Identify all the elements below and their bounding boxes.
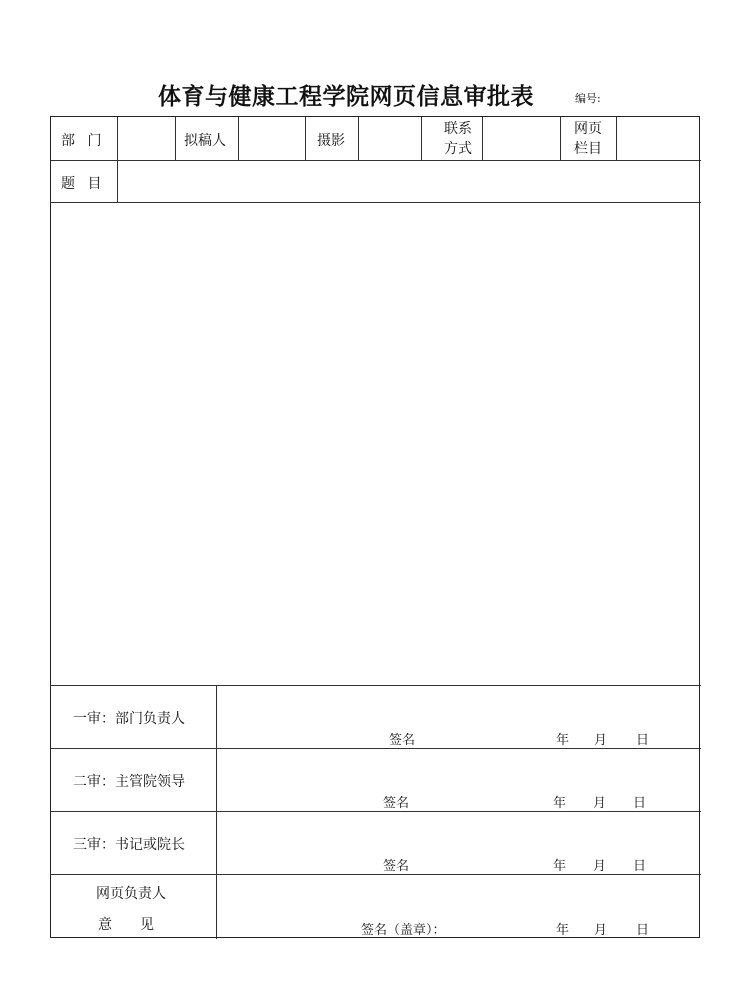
approval-form-table [50, 116, 700, 938]
subject-field[interactable] [118, 161, 699, 202]
final-review-year: 年 [556, 923, 570, 938]
review-2-sign-label: 签名 [383, 796, 410, 811]
subject-label: 题 目 [61, 176, 106, 192]
review-2-year: 年 [553, 796, 567, 811]
photographer-label: 摄影 [317, 133, 345, 149]
form-title: 体育与健康工程学院网页信息审批表 [158, 83, 534, 110]
review-1-month: 月 [594, 733, 608, 748]
review-3-sign-label: 签名 [383, 859, 410, 874]
review-2-day: 日 [633, 796, 647, 811]
review-3-label: 三审：书记或院长 [73, 837, 185, 853]
review-2-label: 二审：主管院领导 [73, 774, 185, 790]
contact-label-line1: 联系 [444, 121, 472, 137]
column-field[interactable] [617, 117, 699, 160]
photographer-field[interactable] [359, 117, 421, 160]
col-divider [421, 117, 422, 160]
col-divider [305, 117, 306, 160]
contact-label [428, 119, 488, 159]
review-1-label: 一审：部门负责人 [73, 711, 185, 727]
contact-field[interactable] [483, 117, 560, 160]
content-area[interactable] [51, 203, 699, 685]
review-2-month: 月 [593, 796, 607, 811]
col-divider [175, 117, 176, 160]
review-3-year: 年 [553, 859, 567, 874]
final-review-day: 日 [636, 923, 650, 938]
review-1-year: 年 [556, 733, 570, 748]
final-review-label-line2: 意 见 [98, 917, 154, 933]
final-review-sign-label: 签名（盖章）： [361, 923, 446, 938]
author-label: 拟稿人 [184, 133, 226, 149]
review-3-month: 月 [593, 859, 607, 874]
department-field[interactable] [118, 117, 175, 160]
author-field[interactable] [239, 117, 305, 160]
contact-label-line2: 方式 [444, 141, 472, 157]
column-label [558, 119, 618, 159]
final-review-opinion-field[interactable] [217, 875, 699, 915]
review-1-opinion-field[interactable] [217, 686, 699, 726]
department-label: 部 门 [61, 133, 106, 149]
final-review-month: 月 [594, 923, 608, 938]
serial-number-label: 编号: [575, 92, 601, 105]
review-3-opinion-field[interactable] [217, 812, 699, 852]
review-1-sign-label: 签名 [389, 733, 416, 748]
column-label-line1: 网页 [574, 121, 602, 137]
review-2-opinion-field[interactable] [217, 749, 699, 789]
review-3-day: 日 [633, 859, 647, 874]
final-review-label-line1: 网页负责人 [96, 886, 166, 902]
review-1-day: 日 [636, 733, 650, 748]
column-label-line2: 栏目 [574, 141, 602, 157]
